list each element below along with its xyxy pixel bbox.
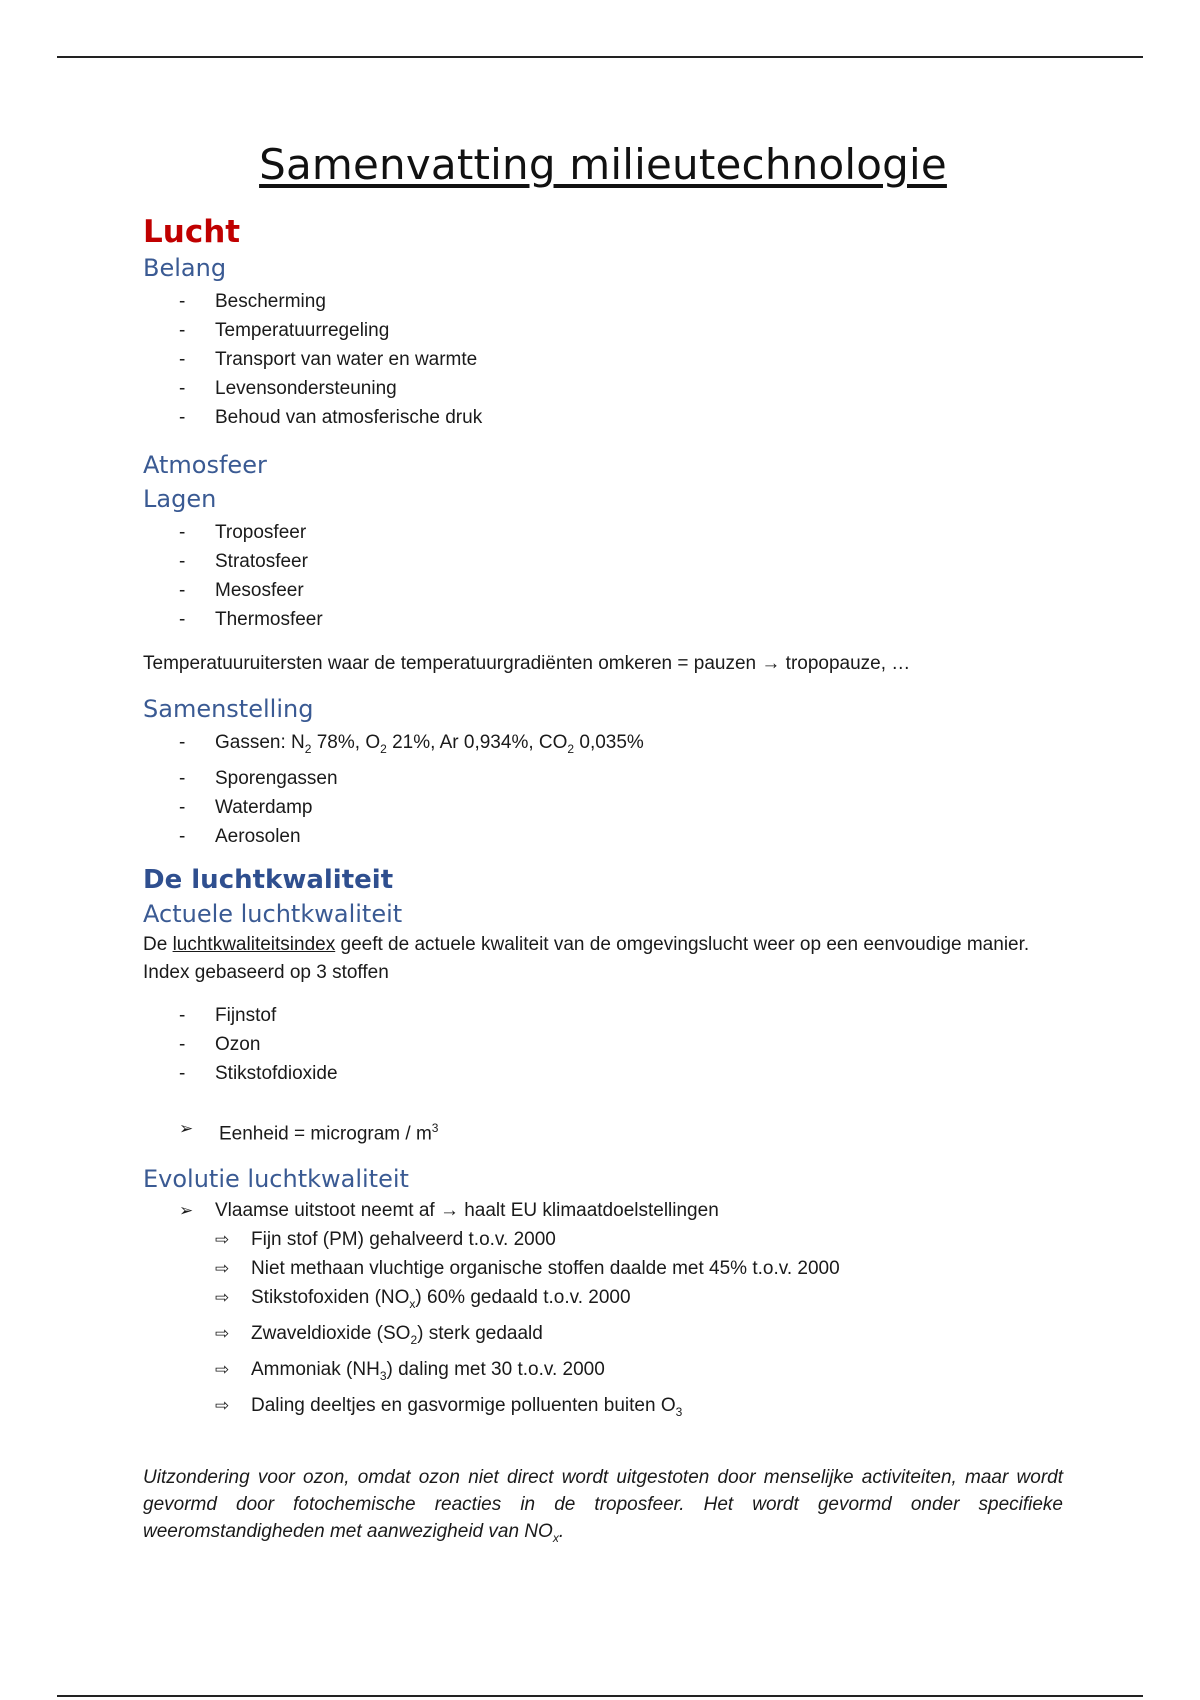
list-item: - Fijnstof bbox=[179, 1004, 277, 1026]
list-item: ⇨ Stikstofoxiden $(NO_x)$ 60% gedaald t.o.v. 2000 bbox=[215, 1287, 631, 1311]
heading-samenstelling: Samenstelling bbox=[143, 695, 314, 723]
list-item: - Temperatuurregeling bbox=[179, 320, 390, 341]
luchtkwaliteit-intro: De luchtkwaliteitsindex geeft de actuele kwaliteit van de omgevingslucht weer op een eenvoudige manier. Index gebaseerd op 3 stoffen bbox=[143, 933, 1030, 983]
stoffen-list bbox=[143, 1001, 1063, 1088]
list-item: - Aerosolen bbox=[179, 825, 301, 847]
list-item: ⇨ Niet methaan vluchtige organische stoffen daalde met 45% t.o.v. 2000 bbox=[215, 1258, 840, 1280]
samenstelling-list bbox=[143, 728, 1063, 851]
list-item: ➢ Eenheid = microgram / $m^3$ bbox=[179, 1118, 439, 1145]
header-rule bbox=[57, 56, 1143, 58]
heading-lucht: Lucht bbox=[143, 214, 241, 250]
list-item: - Thermosfeer bbox=[179, 609, 323, 630]
list-item: - Waterdamp bbox=[179, 796, 313, 818]
list-item: - Sporengassen bbox=[179, 767, 338, 789]
list-item: - Mesosfeer bbox=[179, 580, 304, 601]
list-item: - Levensondersteuning bbox=[179, 378, 397, 399]
list-item: - Troposfeer bbox=[179, 522, 307, 543]
belang-list bbox=[143, 287, 1063, 432]
list-item: - Gassen: $N_2$ 78%, $O_2$ 21%, Ar 0,934%, $CO_2$ 0,035% bbox=[179, 732, 644, 756]
list-item: - Ozon bbox=[179, 1033, 261, 1055]
list-item: ⇨ Ammoniak $(NH_3)$ daling met 30 t.o.v. 2000 bbox=[215, 1358, 605, 1383]
list-item: - Behoud van atmosferische druk bbox=[179, 407, 483, 428]
heading-belang: Belang bbox=[143, 254, 227, 282]
eenheid-list bbox=[143, 1114, 1063, 1148]
heading-lagen: Lagen bbox=[143, 485, 217, 513]
heading-evolutie-luchtkwaliteit: Evolutie luchtkwaliteit bbox=[143, 1165, 409, 1194]
evolutie-sublist bbox=[143, 1225, 1063, 1426]
list-item: - Transport van water en warmte bbox=[179, 349, 478, 370]
pauzen-note: Temperatuuruitersten waar de temperatuurgradiënten omkeren = pauzen → tropopauze, … bbox=[143, 653, 911, 674]
document-title: Samenvatting milieutechnologie bbox=[259, 140, 947, 189]
ozon-uitzondering-note: Uitzondering voor ozon, omdat ozon niet direct wordt uitgestoten door menselijke activiteiten, maar wordt gevormd door fotochemische reacties in de troposfeer. Het wordt gevormd onder specifieke weeromstandigheden met aanwezigheid van $NO_x$. bbox=[143, 1467, 1063, 1546]
heading-actuele-luchtkwaliteit: Actuele luchtkwaliteit bbox=[143, 899, 403, 928]
evolutie-list bbox=[143, 1196, 1063, 1225]
list-item: ⇨ Daling deeltjes en gasvormige polluenten buiten $O_3$ bbox=[215, 1394, 683, 1419]
list-item: - Stikstofdioxide bbox=[179, 1062, 338, 1084]
list-item: - Bescherming bbox=[179, 291, 326, 312]
list-item: - Stratosfeer bbox=[179, 551, 308, 572]
list-item: ⇨ Zwaveldioxide $(SO_2)$ sterk gedaald bbox=[215, 1322, 543, 1347]
luchtkwaliteitsindex-term: luchtkwaliteitsindex bbox=[172, 933, 336, 955]
footer-rule bbox=[57, 1695, 1143, 1697]
list-item: ➢ Vlaamse uitstoot neemt af → haalt EU klimaatdoelstellingen bbox=[179, 1200, 719, 1222]
lagen-list bbox=[143, 518, 1063, 634]
heading-luchtkwaliteit: De luchtkwaliteit bbox=[143, 864, 394, 895]
list-item: ⇨ Fijn stof (PM) gehalveerd t.o.v. 2000 bbox=[215, 1229, 556, 1251]
heading-atmosfeer: Atmosfeer bbox=[143, 451, 267, 479]
document-page bbox=[143, 140, 1063, 1552]
